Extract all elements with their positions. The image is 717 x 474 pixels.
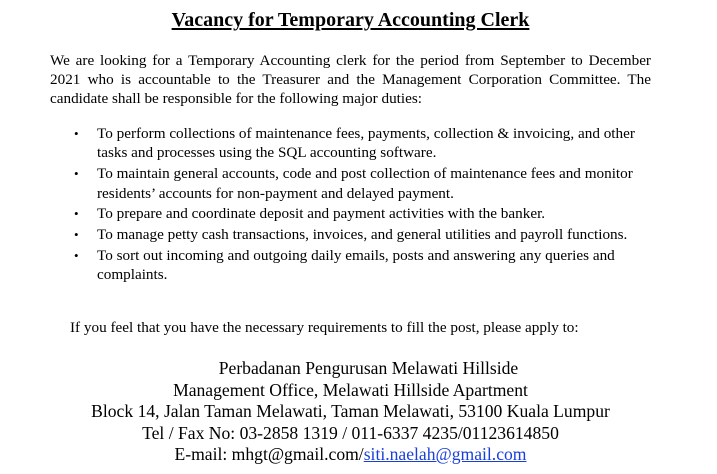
duty-text: To prepare and coordinate deposit and payment activities with the banker. (97, 205, 546, 223)
duty-item (70, 204, 650, 223)
contact-organization: Perbadanan Pengurusan Melawati Hillside (218, 358, 519, 378)
contact-email-link[interactable]: siti.naelah@gmail.com (363, 444, 527, 464)
duty-item (70, 225, 650, 244)
apply-instruction: If you feel that you have the necessary requirements to fill the post, please apply to: (70, 319, 579, 336)
contact-email-line (0, 443, 701, 465)
bullet-icon: • (74, 166, 79, 182)
intro-paragraph: We are looking for a Temporary Accounting clerk for the period from September to December 2021 who is accountable to the Treasurer and the Management Corporation Committee. The candidate shall be responsible for the following major duties: (50, 52, 651, 107)
bullet-icon: • (74, 248, 79, 263)
bullet-icon: • (74, 126, 79, 141)
contact-office: Management Office, Melawati Hillside Apartment (173, 380, 528, 400)
duty-text: To manage petty cash transactions, invoices, and general utilities and payroll functions. (97, 226, 628, 244)
duty-text: To maintain general accounts, code and post collection of maintenance fees and monitor residents’ accounts for non-payment and delayed payment. (97, 165, 633, 202)
duty-item (70, 246, 650, 285)
duty-text: To sort out incoming and outgoing daily emails, posts and answering any queries and complaints. (97, 247, 615, 284)
duty-text: To perform collections of maintenance fees, payments, collection & invoicing, and other tasks and processes using the SQL accounting software. (97, 125, 635, 162)
duty-item (70, 164, 650, 203)
contact-email-prefix: E-mail: mhgt@gmail.com/ (174, 444, 364, 464)
duty-item (70, 124, 650, 163)
bullet-icon: • (74, 206, 79, 222)
duties-list (70, 124, 650, 286)
bullet-icon: • (74, 227, 79, 243)
contact-address: Block 14, Jalan Taman Melawati, Taman Melawati, 53100 Kuala Lumpur (91, 401, 610, 421)
contact-phone: Tel / Fax No: 03-2858 1319 / 011-6337 4235/01123614850 (142, 423, 559, 443)
notice-title: Vacancy for Temporary Accounting Clerk (171, 9, 530, 31)
